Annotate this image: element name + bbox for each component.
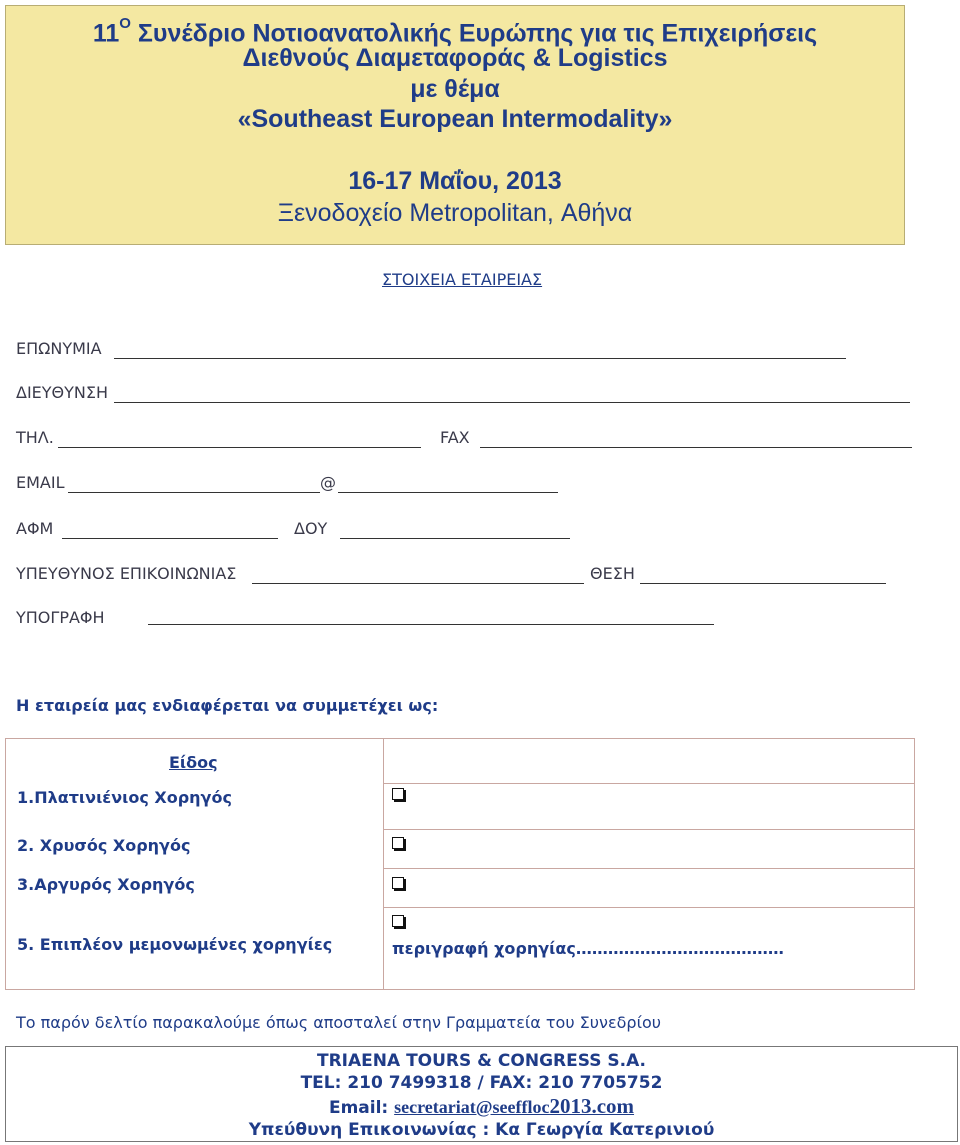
sponsorship-description-field[interactable]: περιγραφή χορηγίας…………………………………	[392, 939, 784, 958]
edition-superscript: Ο	[119, 15, 131, 32]
table-row-divider	[383, 783, 914, 784]
email-label: EMAIL	[16, 473, 65, 492]
position-field[interactable]	[640, 583, 886, 584]
fax-label: FAX	[440, 428, 470, 447]
afm-field[interactable]	[62, 538, 278, 539]
phone-label: ΤΗΛ.	[16, 428, 54, 447]
header-line-2: Διεθνούς Διαμεταφοράς & Logistics	[242, 44, 668, 72]
table-row-divider	[383, 829, 914, 830]
email-field-row	[16, 473, 916, 495]
secretariat-email-link[interactable]	[394, 1094, 635, 1118]
company-section-title: ΣΤΟΙΧΕΙΑ ΕΤΑΙΡΕΙΑΣ	[382, 270, 543, 289]
position-label: ΘΕΣΗ	[590, 564, 635, 583]
conference-header	[5, 5, 905, 245]
doy-field[interactable]	[340, 538, 570, 539]
silver-checkbox[interactable]	[392, 877, 404, 889]
conference-theme: «Southeast European Intermodality»	[237, 105, 673, 133]
signature-row	[16, 608, 916, 630]
conference-venue: Ξενοδοχείο Metropolitan, Αθήνα	[277, 199, 633, 227]
email-address-part1: secretariat@seeffloc	[394, 1097, 550, 1117]
name-field-row	[16, 339, 916, 361]
address-field[interactable]	[114, 402, 910, 403]
sponsor-option-platinum: 1.Πλατινιένιος Χορηγός	[17, 788, 232, 807]
afm-label: ΑΦΜ	[16, 519, 54, 538]
doy-label: ΔΟΥ	[294, 519, 328, 538]
address-field-row	[16, 383, 916, 405]
platinum-checkbox[interactable]	[392, 788, 404, 800]
email-address-part2: 2013.com	[549, 1094, 635, 1118]
secretariat-company: TRIAENA TOURS & CONGRESS S.A.	[316, 1051, 647, 1071]
sponsor-option-gold: 2. Χρυσός Χορηγός	[17, 836, 191, 855]
secretariat-email-line	[6, 1095, 957, 1119]
additional-checkbox[interactable]	[392, 915, 404, 927]
header-line-3: με θέμα	[410, 75, 500, 103]
email-user-field[interactable]	[68, 492, 320, 493]
email-label-text: Email:	[328, 1098, 389, 1118]
sponsor-option-additional: 5. Επιπλέον μεμονωμένες χορηγίες	[17, 935, 333, 954]
participation-intro: Η εταιρεία μας ενδιαφέρεται να συμμετέχει ως:	[16, 696, 439, 715]
name-label: ΕΠΩΝΥΜΙΑ	[16, 339, 102, 358]
table-row-divider	[383, 907, 914, 908]
contact-person-row	[16, 564, 916, 586]
phone-field[interactable]	[58, 447, 421, 448]
secretariat-contact-box	[5, 1046, 958, 1142]
edition-number: 11	[92, 19, 120, 48]
email-domain-field[interactable]	[338, 492, 558, 493]
tax-field-row	[16, 519, 916, 541]
sponsor-option-silver: 3.Αργυρός Χορηγός	[17, 875, 195, 894]
phone-fax-row	[16, 428, 916, 450]
secretariat-contact-person: Υπεύθυνη Επικοινωνίας : Κα Γεωργία Κατερινιού	[248, 1120, 715, 1140]
signature-label: ΥΠΟΓΡΑΦΗ	[16, 608, 105, 627]
email-at-sign: @	[320, 473, 336, 492]
table-row-divider	[383, 868, 914, 869]
type-column-header: Είδος	[169, 753, 218, 772]
conference-title: Συνέδριο Νοτιοανατολικής Ευρώπης για τις Επιχειρήσεις	[137, 19, 818, 48]
secretariat-phones: TEL: 210 7499318 / FAX: 210 7705752	[300, 1073, 663, 1093]
contact-person-field[interactable]	[252, 583, 584, 584]
sponsorship-table	[5, 738, 915, 990]
fax-field[interactable]	[480, 447, 912, 448]
name-field[interactable]	[114, 358, 846, 359]
conference-dates: 16-17 Μαΐου, 2013	[348, 167, 562, 195]
signature-field[interactable]	[148, 624, 714, 625]
submission-note: Το παρόν δελτίο παρακαλούμε όπως αποσταλεί στην Γραμματεία του Συνεδρίου	[16, 1013, 662, 1032]
address-label: ΔΙΕΥΘΥΝΣΗ	[16, 383, 109, 402]
table-column-divider	[383, 739, 384, 989]
gold-checkbox[interactable]	[392, 837, 404, 849]
contact-person-label: ΥΠΕΥΘΥΝΟΣ ΕΠΙΚΟΙΝΩΝΙΑΣ	[16, 564, 237, 583]
